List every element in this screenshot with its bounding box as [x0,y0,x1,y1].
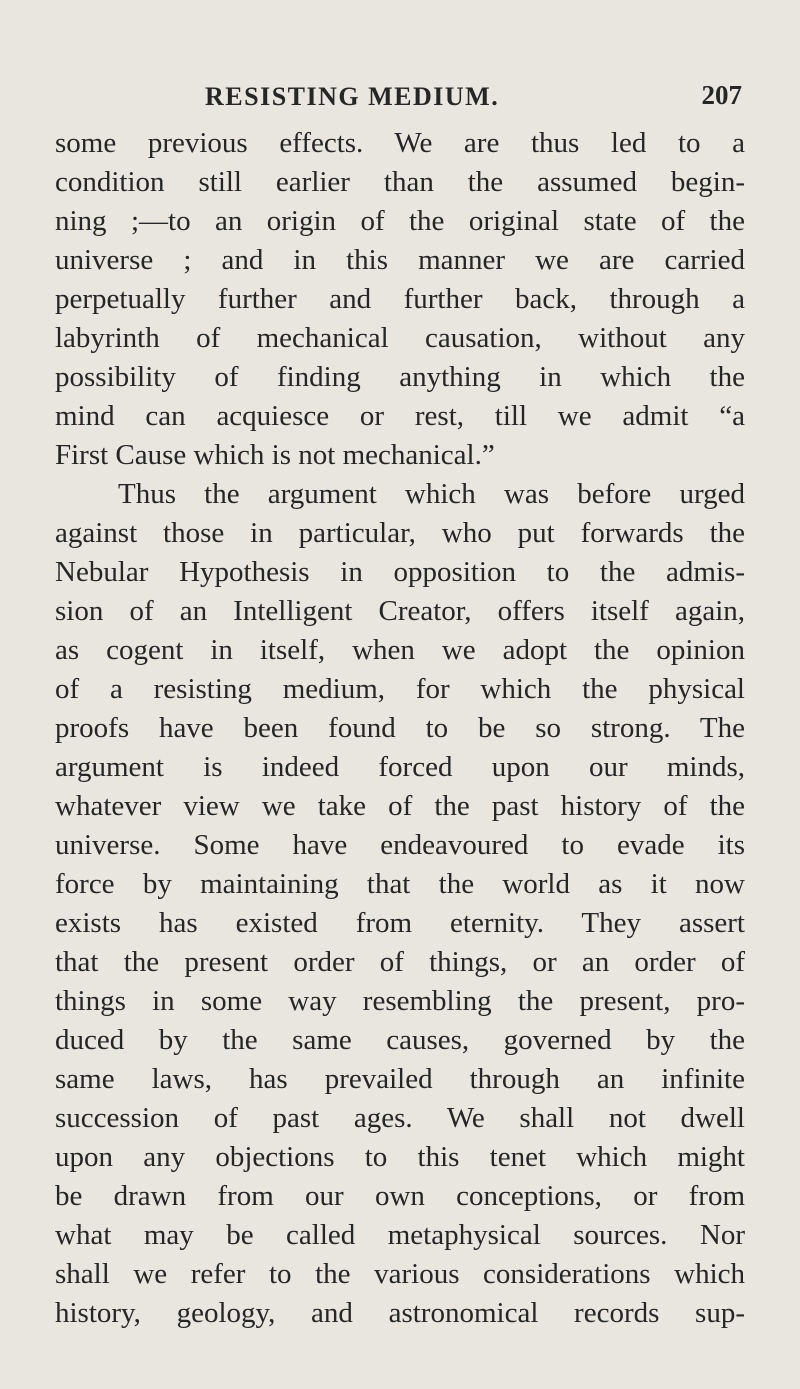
text-line: as cogent in itself, when we adopt the opinion [55,634,745,666]
running-head [0,74,800,118]
text-line: First Cause which is not mechanical.” [55,439,495,471]
text-line: same laws, has prevailed through an infinite [55,1063,745,1095]
text-line: things in some way resembling the present, pro- [55,985,745,1017]
text-line: duced by the same causes, governed by the [55,1024,745,1056]
text-line: perpetually further and further back, through a [55,283,745,315]
text-line: labyrinth of mechanical causation, without any [55,322,745,354]
body-text [55,124,745,1333]
text-line: universe. Some have endeavoured to evade its [55,829,745,861]
text-line: some previous effects. We are thus led to a [55,127,745,159]
text-line: Nebular Hypothesis in opposition to the admis- [55,556,745,588]
text-line: possibility of finding anything in which the [55,361,745,393]
text-line: condition still earlier than the assumed begin- [55,166,745,198]
text-line: against those in particular, who put forwards the [55,517,745,549]
running-title: RESISTING MEDIUM. [205,82,500,111]
text-line: shall we refer to the various considerations which [55,1258,745,1290]
text-line: of a resisting medium, for which the physical [55,673,745,705]
text-line: argument is indeed forced upon our minds, [55,751,745,783]
text-line: proofs have been found to be so strong. The [55,712,745,744]
text-line: force by maintaining that the world as it now [55,868,745,900]
text-line: what may be called metaphysical sources. Nor [55,1219,745,1251]
text-line: upon any objections to this tenet which might [55,1141,745,1173]
text-line: mind can acquiesce or rest, till we admit “a [55,400,745,432]
text-line: that the present order of things, or an order of [55,946,745,978]
text-line: exists has existed from eternity. They assert [55,907,745,939]
text-line: succession of past ages. We shall not dwell [55,1102,745,1134]
paragraph-start-line: Thus the argument which was before urged [118,478,745,510]
text-line: universe ; and in this manner we are carried [55,244,745,276]
text-line: sion of an Intelligent Creator, offers itself again, [55,595,745,627]
text-line: history, geology, and astronomical records sup- [55,1297,745,1329]
text-line: be drawn from our own conceptions, or from [55,1180,745,1212]
text-line: ning ;—to an origin of the original state of the [55,205,745,237]
text-line: whatever view we take of the past history of the [55,790,745,822]
page-number: 207 [701,80,742,110]
